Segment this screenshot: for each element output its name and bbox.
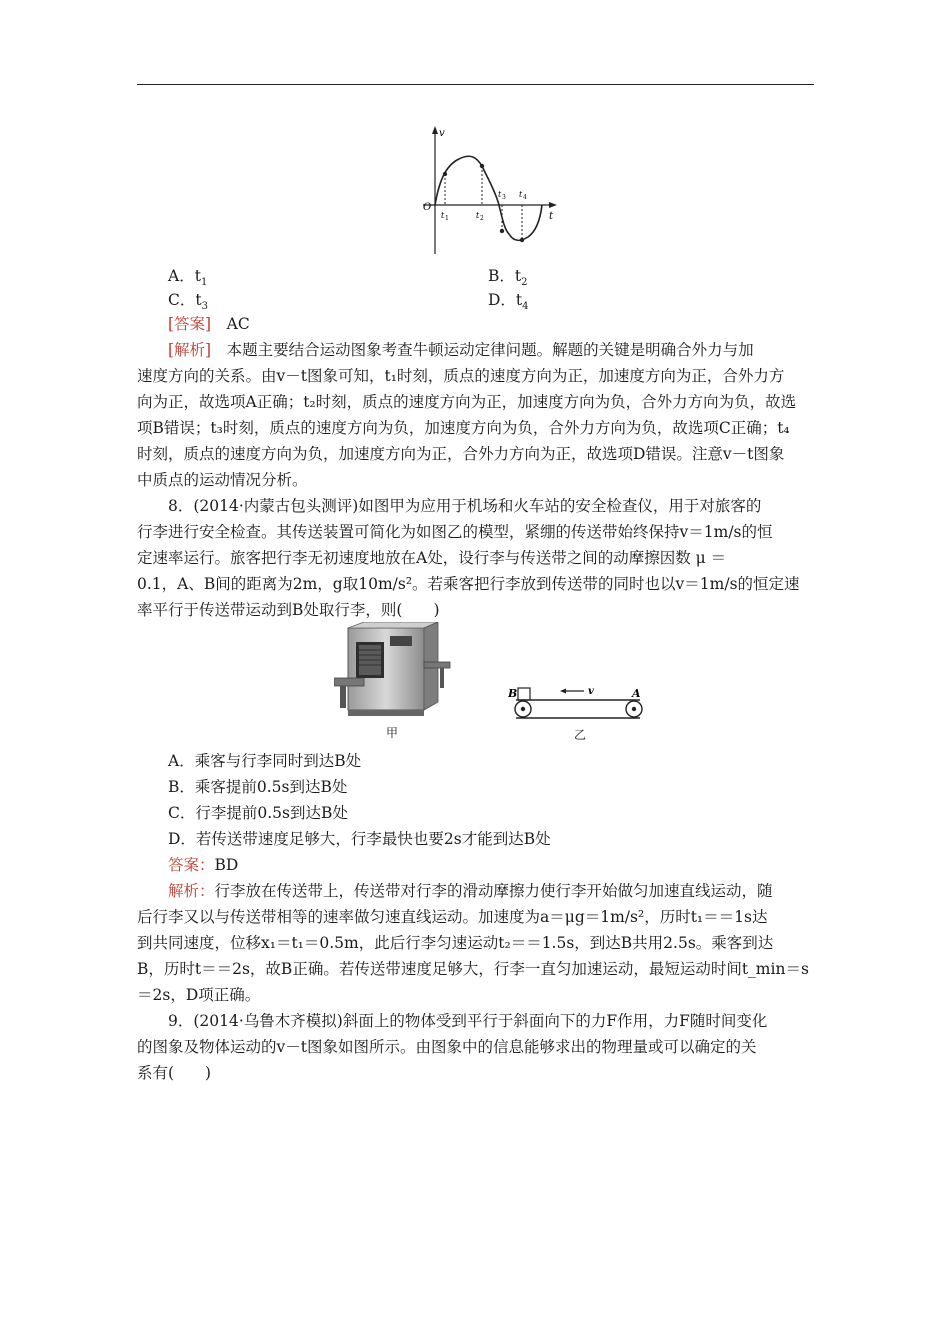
q7-option-a: A．$t_1$ (168, 267, 208, 289)
q8-analysis-line-3: 到共同速度，位移x₁＝t₁＝0.5m，此后行李匀速运动t₂＝＝1.5s，到达B共用2.5s。乘客到达 (137, 934, 774, 952)
header-rule (137, 84, 814, 85)
q8-option-d: D．若传送带速度足够大，行李最快也要2s才能到达B处 (168, 830, 551, 848)
q7-option-b: B．$t_2$ (488, 267, 528, 289)
q8-analysis-line-5: ＝2s，D项正确。 (137, 986, 261, 1004)
q7-analysis-line-2: 速度方向的关系。由v－t图象可知，t₁时刻，质点的速度方向为正，加速度方向为正，合外力方 (137, 367, 785, 385)
t-axis-label: t (549, 211, 554, 222)
q9-stem-line-3: 系有( ) (137, 1064, 212, 1082)
q8-analysis-line-1: 解析：行李放在传送带上，传送带对行李的滑动摩擦力使行李开始做匀加速直线运动，随 (168, 882, 773, 900)
q8-stem-line-2: 行李进行安全检查。其传送装置可简化为如图乙的模型，紧绷的传送带始终保持v＝1m/s的恒 (137, 523, 773, 541)
q7-option-c: C．$t_3$ (168, 291, 208, 313)
q7-analysis-line-1: [解析] 本题主要结合运动图象考查牛顿运动定律问题。解题的关键是明确合外力与加 (168, 341, 754, 359)
q8-option-c: C．行李提前0.5s到达B处 (168, 804, 348, 822)
conveyor-belt-figure (508, 682, 650, 722)
q7-analysis-line-6: 中质点的运动情况分析。 (137, 471, 308, 489)
q8-stem-line-1: 8．(2014·内蒙古包头测评)如图甲为应用于机场和火车站的安全检查仪，用于对旅客的 (168, 497, 762, 515)
figure-yi-label: 乙 (574, 728, 587, 742)
q7-option-d: D．$t_4$ (488, 291, 529, 313)
q8-answer: 答案：BD (168, 856, 239, 874)
velocity-label: v (588, 686, 594, 697)
t4-sub: 4 (523, 194, 527, 201)
q7-analysis-line-3: 向为正，故选项A正确；t₂时刻，质点的速度方向为正，加速度方向为负，合外力方向为负，故选 (137, 393, 797, 411)
point-b-label: B (508, 687, 518, 700)
security-scanner-figure (334, 622, 452, 720)
t2-sub: 2 (480, 215, 484, 222)
q8-stem-line-5: 率平行于传送带运动到B处取行李，则( ) (137, 601, 440, 619)
q7-answer: [答案] AC (168, 315, 250, 333)
t4-label: t (519, 190, 523, 199)
q9-stem-line-1: 9．(2014·乌鲁木齐模拟)斜面上的物体受到平行于斜面向下的力F作用，力F随时间变化 (168, 1012, 768, 1030)
q8-option-a: A．乘客与行李同时到达B处 (168, 752, 362, 770)
q8-stem-line-4: 0.1，A、B间的距离为2m，g取10m/s²。若乘客把行李放到传送带的同时也以v＝1m/s的恒定速 (137, 575, 800, 593)
v-axis-label: v (439, 128, 445, 139)
q8-analysis-line-4: B，历时t＝＝2s，故B正确。若传送带速度足够大，行李一直匀加速运动，最短运动时间t_min＝s (137, 960, 809, 978)
origin-label: O (423, 202, 432, 213)
q8-analysis-line-2: 后行李又以与传送带相等的速率做匀速直线运动。加速度为a＝μg＝1m/s²，历时t₁＝＝1s达 (137, 908, 768, 926)
t3-label: t (498, 190, 502, 199)
t3-sub: 3 (502, 194, 506, 201)
point-a-label: A (632, 687, 641, 700)
t1-label: t (441, 211, 445, 220)
t2-label: t (476, 211, 480, 220)
vt-graph (415, 122, 565, 262)
q7-analysis-line-4: 项B错误；t₃时刻，质点的速度方向为负，加速度方向为负，合外力方向为负，故选项C正确；t₄ (137, 419, 790, 437)
figure-jia-label: 甲 (386, 726, 399, 740)
q7-analysis-line-5: 时刻，质点的速度方向为负，加速度方向为正，合外力方向为正，故选项D错误。注意v－t图象 (137, 445, 785, 463)
q8-option-b: B．乘客提前0.5s到达B处 (168, 778, 348, 796)
q8-stem-line-3: 定速率运行。旅客把行李无初速度地放在A处，设行李与传送带之间的动摩擦因数 μ ＝ (137, 549, 727, 567)
q9-stem-line-2: 的图象及物体运动的v－t图象如图所示。由图象中的信息能够求出的物理量或可以确定的关 (137, 1038, 757, 1056)
t1-sub: 1 (445, 215, 449, 222)
